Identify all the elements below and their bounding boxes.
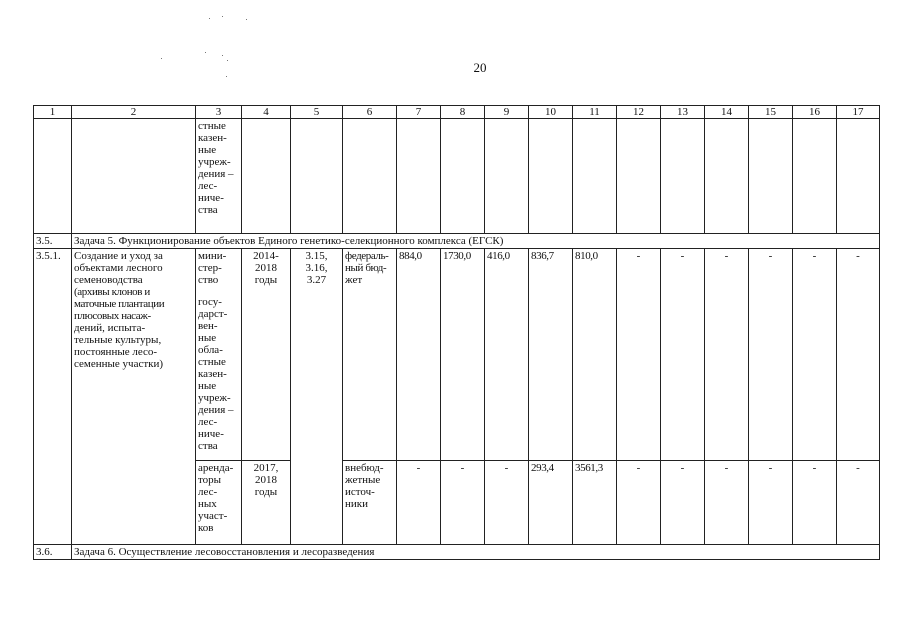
amount-cell: - bbox=[705, 461, 749, 545]
cell bbox=[529, 119, 573, 234]
amount-cell: - bbox=[705, 249, 749, 461]
activity-row-3-5-1-a bbox=[34, 249, 880, 461]
column-number: 10 bbox=[529, 106, 573, 119]
scan-speck bbox=[246, 19, 247, 20]
scan-speck bbox=[205, 52, 206, 53]
cell bbox=[242, 119, 291, 234]
scan-speck bbox=[222, 55, 223, 56]
activity-name: Создание и уход за объектами лесного семеноводства (архивы клонов и маточные плантации плюсовых насаж- дений, испыта- тельные культуры, постоянные лесо- семенные участки) bbox=[72, 249, 196, 545]
scan-speck bbox=[227, 60, 228, 61]
indicators-cell: 3.15, 3.16, 3.27 bbox=[291, 249, 343, 545]
cell bbox=[72, 119, 196, 234]
activity-number: 3.5.1. bbox=[34, 249, 72, 545]
page-number: 20 bbox=[473, 60, 487, 75]
column-number: 14 bbox=[705, 106, 749, 119]
column-number: 17 bbox=[837, 106, 880, 119]
continuation-row bbox=[34, 119, 880, 234]
amount-cell: - bbox=[661, 461, 705, 545]
cell bbox=[291, 119, 343, 234]
scan-speck bbox=[226, 76, 227, 77]
cell bbox=[343, 119, 397, 234]
task-title: Задача 6. Осуществление лесовосстановления и лесоразведения bbox=[72, 545, 880, 560]
cell bbox=[573, 119, 617, 234]
task-title: Задача 5. Функционирование объектов Единого генетико-селекционного комплекса (ЕГСК) bbox=[72, 234, 880, 249]
column-number: 8 bbox=[441, 106, 485, 119]
cell bbox=[705, 119, 749, 234]
amount-cell: - bbox=[397, 461, 441, 545]
column-number: 4 bbox=[242, 106, 291, 119]
column-number: 11 bbox=[573, 106, 617, 119]
column-number: 16 bbox=[793, 106, 837, 119]
amount-cell: - bbox=[661, 249, 705, 461]
funding-source-cell: федераль- ный бюд- жет bbox=[343, 249, 397, 461]
column-number: 12 bbox=[617, 106, 661, 119]
amount-cell: - bbox=[749, 249, 793, 461]
amount-cell: 836,7 bbox=[529, 249, 573, 461]
column-number: 9 bbox=[485, 106, 529, 119]
amount-cell: 293,4 bbox=[529, 461, 573, 545]
amount-cell: - bbox=[793, 461, 837, 545]
amount-cell: - bbox=[617, 461, 661, 545]
cell bbox=[34, 119, 72, 234]
column-number: 15 bbox=[749, 106, 793, 119]
amount-cell: - bbox=[617, 249, 661, 461]
cell bbox=[749, 119, 793, 234]
amount-cell: - bbox=[837, 461, 880, 545]
cell bbox=[397, 119, 441, 234]
task-number: 3.6. bbox=[34, 545, 72, 560]
scan-speck bbox=[209, 18, 210, 19]
scan-speck bbox=[161, 58, 162, 59]
cell bbox=[485, 119, 529, 234]
amount-cell: - bbox=[837, 249, 880, 461]
amount-cell: 3561,3 bbox=[573, 461, 617, 545]
task-number: 3.5. bbox=[34, 234, 72, 249]
task-6-row bbox=[34, 545, 880, 560]
cell bbox=[661, 119, 705, 234]
column-number-row bbox=[34, 106, 880, 119]
years-cell: 2017, 2018 годы bbox=[242, 461, 291, 545]
column-number: 5 bbox=[291, 106, 343, 119]
cell bbox=[837, 119, 880, 234]
task-5-row bbox=[34, 234, 880, 249]
years-cell: 2014- 2018 годы bbox=[242, 249, 291, 461]
program-table bbox=[33, 105, 880, 560]
amount-cell: 416,0 bbox=[485, 249, 529, 461]
amount-cell: 1730,0 bbox=[441, 249, 485, 461]
column-number: 13 bbox=[661, 106, 705, 119]
column-number: 6 bbox=[343, 106, 397, 119]
amount-cell: - bbox=[749, 461, 793, 545]
column-number: 7 bbox=[397, 106, 441, 119]
cell bbox=[793, 119, 837, 234]
funding-source-cell: внебюд- жетные источ- ники bbox=[343, 461, 397, 545]
cell bbox=[441, 119, 485, 234]
scan-speck bbox=[222, 16, 223, 17]
amount-cell: - bbox=[485, 461, 529, 545]
amount-cell: 884,0 bbox=[397, 249, 441, 461]
column-number: 1 bbox=[34, 106, 72, 119]
cell bbox=[617, 119, 661, 234]
amount-cell: - bbox=[793, 249, 837, 461]
column-number: 2 bbox=[72, 106, 196, 119]
executor-cell: мини- стер- ство госу- дарст- вен- ные обла- стные казен- ные учреж- дения – лес- ниче- ства bbox=[196, 249, 242, 461]
executor-cell: стные казен- ные учреж- дения – лес- ниче- ства bbox=[196, 119, 242, 234]
column-number: 3 bbox=[196, 106, 242, 119]
amount-cell: 810,0 bbox=[573, 249, 617, 461]
executor-cell: аренда- торы лес- ных участ- ков bbox=[196, 461, 242, 545]
amount-cell: - bbox=[441, 461, 485, 545]
